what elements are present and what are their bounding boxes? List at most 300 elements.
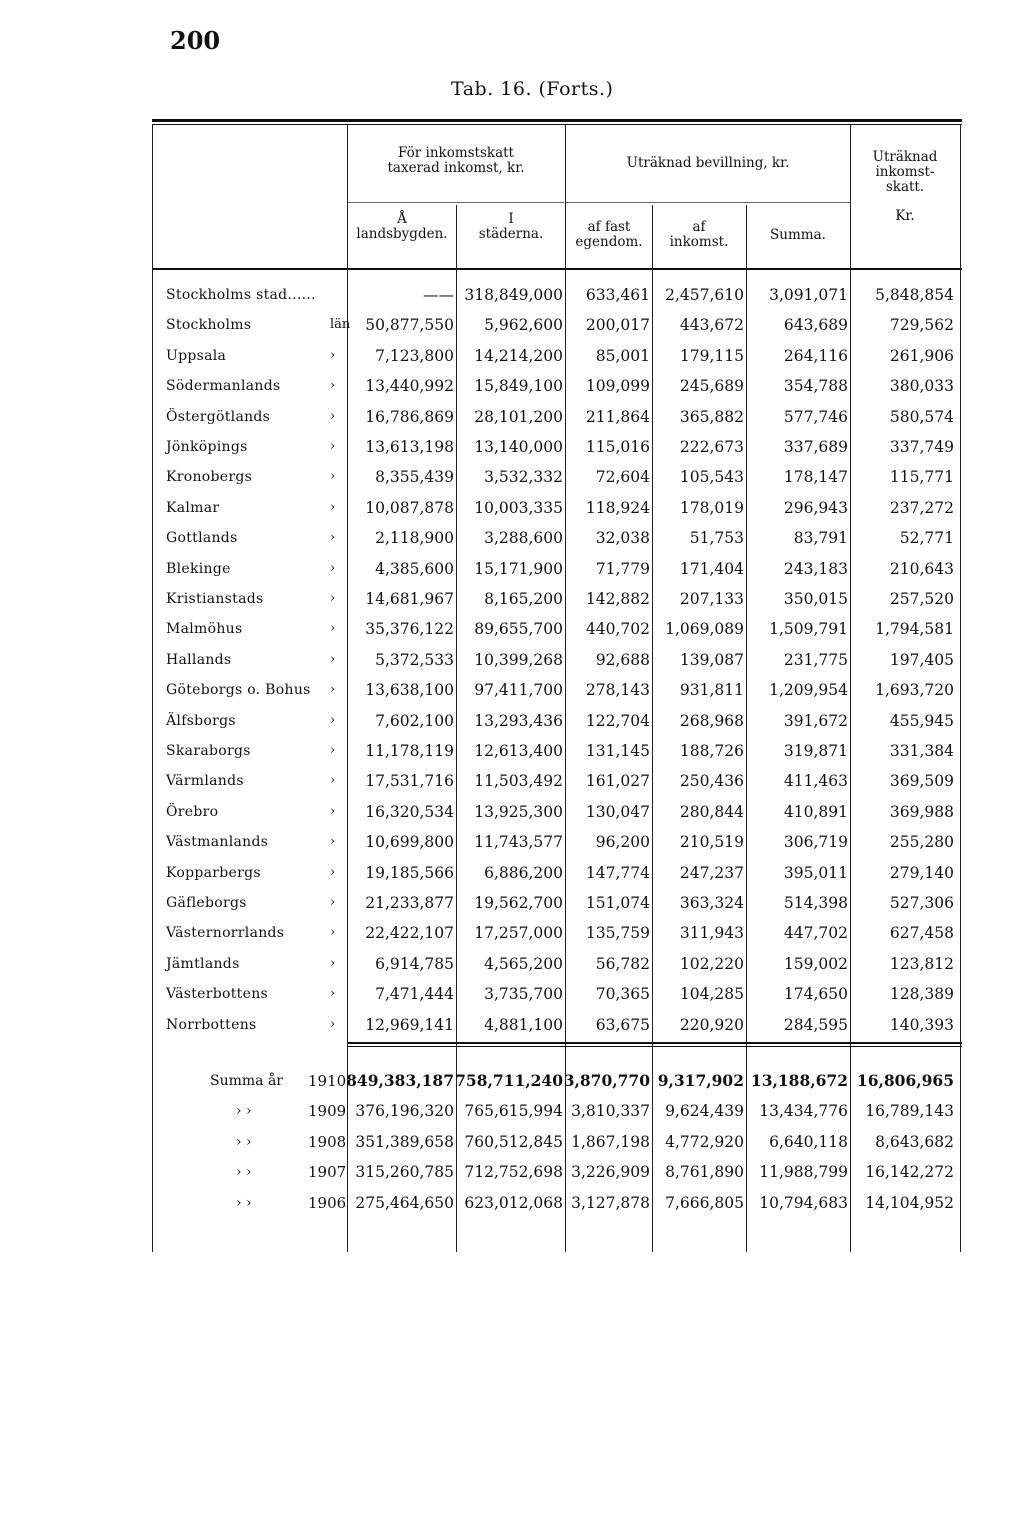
row-label: Malmöhus bbox=[166, 621, 243, 638]
row-mark: › bbox=[330, 743, 336, 758]
cell-c1: 21,233,877 bbox=[365, 894, 454, 912]
cell-c4: 171,404 bbox=[679, 559, 744, 578]
cell-c2: 8,165,200 bbox=[484, 590, 563, 608]
cell-c1: 16,786,869 bbox=[365, 407, 454, 426]
cell-c3: 161,027 bbox=[585, 772, 650, 791]
table-row bbox=[0, 493, 1024, 523]
cell-c1: 10,699,800 bbox=[365, 833, 454, 852]
row-label: Blekinge bbox=[166, 560, 231, 577]
table-row bbox=[0, 706, 1024, 736]
row-mark: › bbox=[330, 591, 336, 606]
row-mark: › bbox=[330, 499, 336, 515]
cell-c2: 4,881,100 bbox=[484, 1015, 563, 1034]
header-col3-line1: af fast bbox=[587, 219, 631, 235]
summary-cell-c4: 7,666,805 bbox=[665, 1193, 744, 1212]
cell-c2: 4,565,200 bbox=[484, 954, 563, 973]
table-row bbox=[0, 1010, 1024, 1040]
row-label: Västernorrlands bbox=[166, 925, 285, 942]
row-label: Jämtlands bbox=[166, 955, 240, 972]
summary-year: 1907 bbox=[308, 1163, 347, 1182]
page-number: 200 bbox=[170, 26, 221, 55]
table-row bbox=[0, 797, 1024, 827]
cell-c2: 11,743,577 bbox=[474, 833, 563, 852]
cell-c1: 12,969,141 bbox=[365, 1015, 454, 1034]
cell-c3: 32,038 bbox=[595, 529, 650, 548]
row-label: Göteborgs o. Bohus bbox=[166, 682, 311, 699]
header-col2 bbox=[458, 212, 564, 242]
summary-cell-c5: 10,794,683 bbox=[759, 1193, 848, 1212]
row-label: Älfsborgs bbox=[166, 712, 236, 729]
cell-c3: 211,864 bbox=[585, 407, 650, 426]
cell-c6: 257,520 bbox=[889, 590, 954, 608]
cell-c4: 250,436 bbox=[679, 772, 744, 791]
summary-cell-c6: 16,806,965 bbox=[856, 1071, 954, 1090]
cell-c5: 1,509,791 bbox=[769, 620, 848, 639]
row-label: Norrbottens bbox=[166, 1016, 257, 1033]
row-mark: › bbox=[330, 895, 336, 910]
summary-label: Summa år bbox=[210, 1073, 283, 1089]
cell-c2: 318,849,000 bbox=[464, 286, 563, 304]
row-mark: › bbox=[330, 925, 336, 941]
row-mark: › bbox=[330, 864, 336, 880]
cell-c6: 337,749 bbox=[889, 438, 954, 456]
table-row bbox=[0, 310, 1024, 340]
summary-row bbox=[0, 1096, 1024, 1126]
cell-c2: 11,503,492 bbox=[474, 772, 563, 791]
cell-c2: 13,925,300 bbox=[474, 802, 563, 821]
cell-c1: 13,638,100 bbox=[365, 681, 454, 700]
table-row bbox=[0, 645, 1024, 675]
cell-c4: 280,844 bbox=[679, 802, 744, 821]
summary-cell-c2: 760,512,845 bbox=[464, 1132, 563, 1151]
row-label: Västmanlands bbox=[166, 834, 269, 851]
cell-c1: 7,123,800 bbox=[375, 346, 454, 365]
cell-c2: 3,288,600 bbox=[484, 529, 563, 548]
header-col2-line1: I bbox=[508, 211, 514, 227]
cell-c6: 237,272 bbox=[889, 498, 954, 517]
cell-c3: 142,882 bbox=[585, 590, 650, 608]
table-row bbox=[0, 766, 1024, 796]
row-mark: › bbox=[330, 439, 336, 454]
table-row bbox=[0, 979, 1024, 1009]
top-rule bbox=[152, 119, 962, 122]
cell-c5: 577,746 bbox=[783, 407, 848, 426]
row-label: Södermanlands bbox=[166, 378, 281, 395]
cell-c3: 200,017 bbox=[585, 316, 650, 335]
table-row bbox=[0, 523, 1024, 553]
header-bev-label: Uträknad bevillning, kr. bbox=[626, 155, 790, 171]
cell-c6: 369,988 bbox=[889, 802, 954, 821]
row-mark: › bbox=[330, 803, 336, 819]
summary-rule-2 bbox=[348, 1046, 962, 1047]
summary-row bbox=[0, 1066, 1024, 1096]
cell-c1: 6,914,785 bbox=[375, 954, 454, 973]
table-row bbox=[0, 827, 1024, 857]
cell-c3: 96,200 bbox=[595, 833, 650, 852]
summary-cell-c3: 3,127,878 bbox=[571, 1193, 650, 1212]
cell-c6: 279,140 bbox=[889, 863, 954, 882]
summary-label: › › bbox=[236, 1103, 252, 1120]
cell-c1: 2,118,900 bbox=[375, 529, 454, 548]
cell-c3: 56,782 bbox=[595, 954, 650, 973]
table-row bbox=[0, 918, 1024, 948]
summary-cell-c5: 13,434,776 bbox=[759, 1102, 848, 1121]
summary-rule bbox=[348, 1042, 962, 1044]
table-row bbox=[0, 432, 1024, 462]
cell-c4: 105,543 bbox=[679, 468, 744, 487]
cell-c4: 245,689 bbox=[679, 377, 744, 396]
row-mark: › bbox=[330, 408, 336, 424]
cell-c5: 337,689 bbox=[783, 438, 848, 456]
header-col6-line3: skatt. bbox=[885, 179, 925, 195]
row-mark: › bbox=[330, 712, 336, 728]
cell-c5: 83,791 bbox=[793, 529, 848, 548]
header-col6-line2: inkomst- bbox=[875, 164, 935, 180]
cell-c3: 135,759 bbox=[585, 924, 650, 943]
cell-c3: 109,099 bbox=[585, 377, 650, 396]
top-rule-thin bbox=[152, 124, 962, 125]
summary-cell-c1: 376,196,320 bbox=[355, 1102, 454, 1121]
cell-c3: 118,924 bbox=[585, 498, 650, 517]
summary-year: 1906 bbox=[308, 1193, 347, 1212]
cell-c3: 147,774 bbox=[585, 863, 650, 882]
row-label: Kalmar bbox=[166, 499, 220, 516]
cell-c6: 255,280 bbox=[889, 833, 954, 852]
header-col1-line1: Å bbox=[397, 211, 407, 227]
cell-c1: 17,531,716 bbox=[365, 772, 454, 791]
cell-c6: 261,906 bbox=[889, 346, 954, 365]
row-mark: › bbox=[330, 682, 336, 698]
header-col1-line2: landsbygden. bbox=[356, 226, 448, 242]
summary-row bbox=[0, 1188, 1024, 1218]
table-row bbox=[0, 280, 1024, 310]
row-mark: › bbox=[330, 530, 336, 546]
cell-c6: 1,693,720 bbox=[875, 681, 954, 700]
row-label: Örebro bbox=[166, 803, 219, 820]
cell-c2: 14,214,200 bbox=[474, 346, 563, 365]
cell-c1: 11,178,119 bbox=[365, 742, 454, 760]
header-bev-group bbox=[568, 156, 848, 171]
table-title: Tab. 16. (Forts.) bbox=[451, 78, 614, 100]
group-underline-bev bbox=[566, 202, 850, 203]
cell-c2: 19,562,700 bbox=[474, 894, 563, 912]
header-col4 bbox=[654, 220, 744, 250]
cell-c5: 391,672 bbox=[783, 711, 848, 730]
summary-cell-c6: 16,789,143 bbox=[865, 1102, 954, 1121]
cell-c3: 85,001 bbox=[595, 346, 650, 365]
header-col6-line1: Uträknad bbox=[872, 149, 938, 165]
row-label: Västerbottens bbox=[166, 986, 268, 1003]
header-col1 bbox=[350, 212, 454, 242]
cell-c6: 5,848,854 bbox=[875, 286, 954, 304]
header-col6-unit: Kr. bbox=[895, 208, 915, 224]
cell-c5: 264,116 bbox=[783, 346, 848, 365]
cell-c4: 931,811 bbox=[679, 681, 744, 700]
row-mark: › bbox=[330, 347, 336, 363]
cell-c5: 159,002 bbox=[783, 954, 848, 973]
cell-c6: 123,812 bbox=[889, 954, 954, 973]
header-col4-line1: af bbox=[692, 219, 706, 235]
row-label: Östergötlands bbox=[166, 408, 271, 425]
cell-c2: 28,101,200 bbox=[474, 407, 563, 426]
cell-c4: 1,069,089 bbox=[665, 620, 744, 639]
cell-c2: 13,140,000 bbox=[474, 438, 563, 456]
cell-c2: 5,962,600 bbox=[484, 316, 563, 335]
cell-c4: 210,519 bbox=[679, 833, 744, 852]
header-income-group bbox=[350, 146, 562, 176]
cell-c4: 363,324 bbox=[679, 894, 744, 912]
table-row bbox=[0, 675, 1024, 705]
cell-c1: 5,372,533 bbox=[375, 650, 454, 669]
cell-c6: 580,574 bbox=[889, 407, 954, 426]
cell-c3: 633,461 bbox=[585, 286, 650, 304]
summary-cell-c3: 3,810,337 bbox=[571, 1102, 650, 1121]
summary-cell-c2: 623,012,068 bbox=[464, 1193, 563, 1212]
cell-c1: 10,087,878 bbox=[365, 498, 454, 517]
header-col5 bbox=[748, 228, 848, 243]
row-mark: › bbox=[330, 621, 336, 637]
cell-c1: 35,376,122 bbox=[365, 620, 454, 639]
cell-c3: 63,675 bbox=[595, 1015, 650, 1034]
row-mark: › bbox=[330, 560, 336, 576]
row-label: Gäfleborgs bbox=[166, 895, 247, 911]
table-row bbox=[0, 341, 1024, 371]
cell-c1: 14,681,967 bbox=[365, 590, 454, 608]
summary-label: › › bbox=[236, 1194, 252, 1211]
cell-c4: 104,285 bbox=[679, 985, 744, 1004]
cell-c2: 3,735,700 bbox=[484, 985, 563, 1004]
row-mark: › bbox=[330, 1016, 336, 1032]
row-label: Uppsala bbox=[166, 347, 227, 364]
summary-cell-c4: 9,624,439 bbox=[665, 1102, 744, 1121]
cell-c4: 268,968 bbox=[679, 711, 744, 730]
cell-c4: 178,019 bbox=[679, 498, 744, 517]
cell-c2: 12,613,400 bbox=[474, 742, 563, 760]
cell-c5: 306,719 bbox=[783, 833, 848, 852]
summary-year: 1908 bbox=[308, 1132, 347, 1151]
header-col3 bbox=[567, 220, 651, 250]
cell-c2: 3,532,332 bbox=[484, 468, 563, 487]
cell-c4: 443,672 bbox=[679, 316, 744, 335]
cell-c2: 97,411,700 bbox=[474, 681, 563, 700]
summary-row bbox=[0, 1127, 1024, 1157]
summary-row bbox=[0, 1157, 1024, 1187]
cell-c5: 410,891 bbox=[783, 802, 848, 821]
cell-c6: 1,794,581 bbox=[875, 620, 954, 639]
cell-c3: 278,143 bbox=[585, 681, 650, 700]
cell-c1: 8,355,439 bbox=[375, 468, 454, 487]
cell-c4: 222,673 bbox=[679, 438, 744, 456]
summary-cell-c2: 758,711,240 bbox=[455, 1071, 563, 1090]
table-row bbox=[0, 554, 1024, 584]
summary-cell-c5: 13,188,672 bbox=[750, 1071, 848, 1090]
header-income-line1: För inkomstskatt bbox=[398, 145, 514, 161]
cell-c4: 2,457,610 bbox=[665, 286, 744, 304]
cell-c5: 243,183 bbox=[783, 559, 848, 578]
cell-c2: 89,655,700 bbox=[474, 620, 563, 639]
summary-cell-c2: 712,752,698 bbox=[464, 1163, 563, 1182]
cell-c1: 7,471,444 bbox=[375, 985, 454, 1004]
table-row bbox=[0, 614, 1024, 644]
header-col5-label: Summa. bbox=[770, 227, 826, 243]
summary-cell-c4: 4,772,920 bbox=[665, 1132, 744, 1151]
row-label: Värmlands bbox=[166, 773, 244, 790]
summary-year: 1909 bbox=[308, 1102, 347, 1121]
table-row bbox=[0, 888, 1024, 918]
header-bottom-rule bbox=[152, 268, 962, 270]
cell-c5: 319,871 bbox=[783, 742, 848, 760]
cell-c1: 19,185,566 bbox=[365, 863, 454, 882]
cell-c5: 447,702 bbox=[783, 924, 848, 943]
summary-cell-c1: 849,383,187 bbox=[346, 1071, 454, 1090]
cell-c6: 210,643 bbox=[889, 559, 954, 578]
cell-c4: 207,133 bbox=[679, 590, 744, 608]
cell-c4: 179,115 bbox=[679, 346, 744, 365]
summary-cell-c6: 14,104,952 bbox=[865, 1193, 954, 1212]
summary-cell-c4: 8,761,890 bbox=[665, 1163, 744, 1182]
header-col3-line2: egendom. bbox=[575, 234, 643, 250]
summary-year: 1910 bbox=[308, 1072, 347, 1090]
cell-c3: 131,145 bbox=[585, 742, 650, 760]
cell-c5: 231,775 bbox=[783, 650, 848, 669]
cell-c2: 15,849,100 bbox=[474, 377, 563, 396]
cell-c6: 527,306 bbox=[889, 894, 954, 912]
cell-c6: 729,562 bbox=[889, 316, 954, 335]
cell-c1: 50,877,550 bbox=[365, 316, 454, 335]
cell-c1: 22,422,107 bbox=[365, 924, 454, 943]
table-row bbox=[0, 584, 1024, 614]
summary-cell-c2: 765,615,994 bbox=[464, 1102, 563, 1121]
summary-cell-c3: 3,226,909 bbox=[571, 1163, 650, 1182]
row-label: Kopparbergs bbox=[166, 864, 261, 881]
cell-c1: 4,385,600 bbox=[375, 559, 454, 578]
cell-c4: 188,726 bbox=[679, 742, 744, 760]
row-label: Jönköpings bbox=[166, 439, 248, 455]
row-mark: › bbox=[330, 986, 336, 1002]
group-underline-income bbox=[348, 202, 564, 203]
row-label: Skaraborgs bbox=[166, 743, 251, 759]
cell-c5: 284,595 bbox=[783, 1015, 848, 1034]
cell-c5: 3,091,071 bbox=[769, 286, 848, 304]
cell-c3: 151,074 bbox=[585, 894, 650, 912]
cell-c5: 395,011 bbox=[783, 863, 848, 882]
table-row bbox=[0, 402, 1024, 432]
cell-c1: 7,602,100 bbox=[375, 711, 454, 730]
cell-c2: 6,886,200 bbox=[484, 863, 563, 882]
cell-c6: 627,458 bbox=[889, 924, 954, 943]
table-row bbox=[0, 949, 1024, 979]
cell-c5: 296,943 bbox=[783, 498, 848, 517]
table-row bbox=[0, 371, 1024, 401]
cell-c6: 128,389 bbox=[889, 985, 954, 1004]
cell-c3: 72,604 bbox=[595, 468, 650, 487]
cell-c5: 643,689 bbox=[783, 316, 848, 335]
cell-c3: 70,365 bbox=[595, 985, 650, 1004]
row-label: Kristianstads bbox=[166, 591, 264, 607]
table-row bbox=[0, 858, 1024, 888]
cell-c4: 365,882 bbox=[679, 407, 744, 426]
cell-c4: 311,943 bbox=[679, 924, 744, 943]
cell-c5: 354,788 bbox=[783, 377, 848, 396]
summary-cell-c4: 9,317,902 bbox=[657, 1071, 744, 1090]
cell-c5: 411,463 bbox=[783, 772, 848, 791]
row-mark: län bbox=[330, 317, 351, 333]
table-row bbox=[0, 736, 1024, 766]
row-label: Hallands bbox=[166, 651, 232, 668]
cell-c5: 174,650 bbox=[783, 985, 848, 1004]
cell-c5: 178,147 bbox=[783, 468, 848, 487]
summary-label: › › bbox=[236, 1164, 252, 1181]
cell-c6: 140,393 bbox=[889, 1015, 954, 1034]
cell-c1: 13,440,992 bbox=[365, 377, 454, 396]
row-mark: › bbox=[330, 773, 336, 789]
row-mark: › bbox=[330, 651, 336, 667]
row-label: Kronobergs bbox=[166, 469, 253, 486]
header-income-line2: taxerad inkomst, kr. bbox=[387, 160, 525, 176]
summary-cell-c1: 275,464,650 bbox=[355, 1193, 454, 1212]
cell-c6: 380,033 bbox=[889, 377, 954, 396]
summary-cell-c5: 11,988,799 bbox=[759, 1163, 848, 1182]
header-col4-line2: inkomst. bbox=[669, 234, 729, 250]
summary-cell-c6: 8,643,682 bbox=[875, 1132, 954, 1151]
row-mark: › bbox=[330, 378, 336, 394]
cell-c5: 350,015 bbox=[783, 590, 848, 608]
table-row bbox=[0, 462, 1024, 492]
row-mark: › bbox=[330, 834, 336, 850]
summary-label: › › bbox=[236, 1133, 252, 1150]
cell-c1: —— bbox=[423, 286, 454, 304]
cell-c3: 122,704 bbox=[585, 711, 650, 730]
cell-c6: 115,771 bbox=[889, 468, 954, 487]
summary-cell-c1: 351,389,658 bbox=[355, 1132, 454, 1151]
row-mark: › bbox=[330, 469, 336, 485]
cell-c6: 369,509 bbox=[889, 772, 954, 791]
cell-c2: 10,399,268 bbox=[474, 650, 563, 669]
cell-c1: 16,320,534 bbox=[365, 802, 454, 821]
cell-c2: 17,257,000 bbox=[474, 924, 563, 943]
row-mark: › bbox=[330, 955, 336, 971]
cell-c1: 13,613,198 bbox=[365, 438, 454, 456]
row-label: Gottlands bbox=[166, 530, 238, 547]
cell-c5: 1,209,954 bbox=[769, 681, 848, 700]
cell-c2: 13,293,436 bbox=[474, 711, 563, 730]
summary-cell-c6: 16,142,272 bbox=[865, 1163, 954, 1182]
row-label: Stockholms stad...... bbox=[166, 287, 316, 303]
cell-c2: 10,003,335 bbox=[474, 498, 563, 517]
row-label: Stockholms bbox=[166, 317, 252, 334]
cell-c3: 92,688 bbox=[595, 650, 650, 669]
cell-c6: 331,384 bbox=[889, 742, 954, 760]
header-col2-line2: städerna. bbox=[478, 226, 544, 242]
cell-c5: 514,398 bbox=[783, 894, 848, 912]
cell-c6: 197,405 bbox=[889, 650, 954, 669]
cell-c6: 455,945 bbox=[889, 711, 954, 730]
cell-c4: 139,087 bbox=[679, 650, 744, 669]
cell-c4: 102,220 bbox=[679, 954, 744, 973]
cell-c3: 115,016 bbox=[585, 438, 650, 456]
cell-c2: 15,171,900 bbox=[474, 559, 563, 578]
cell-c4: 247,237 bbox=[679, 863, 744, 882]
summary-cell-c5: 6,640,118 bbox=[769, 1132, 848, 1151]
cell-c4: 51,753 bbox=[689, 529, 744, 548]
summary-cell-c1: 315,260,785 bbox=[355, 1163, 454, 1182]
cell-c4: 220,920 bbox=[679, 1015, 744, 1034]
header-col6 bbox=[852, 150, 958, 224]
summary-cell-c3: 3,870,770 bbox=[563, 1071, 650, 1090]
summary-cell-c3: 1,867,198 bbox=[571, 1132, 650, 1151]
cell-c3: 440,702 bbox=[585, 620, 650, 639]
cell-c3: 130,047 bbox=[585, 802, 650, 821]
